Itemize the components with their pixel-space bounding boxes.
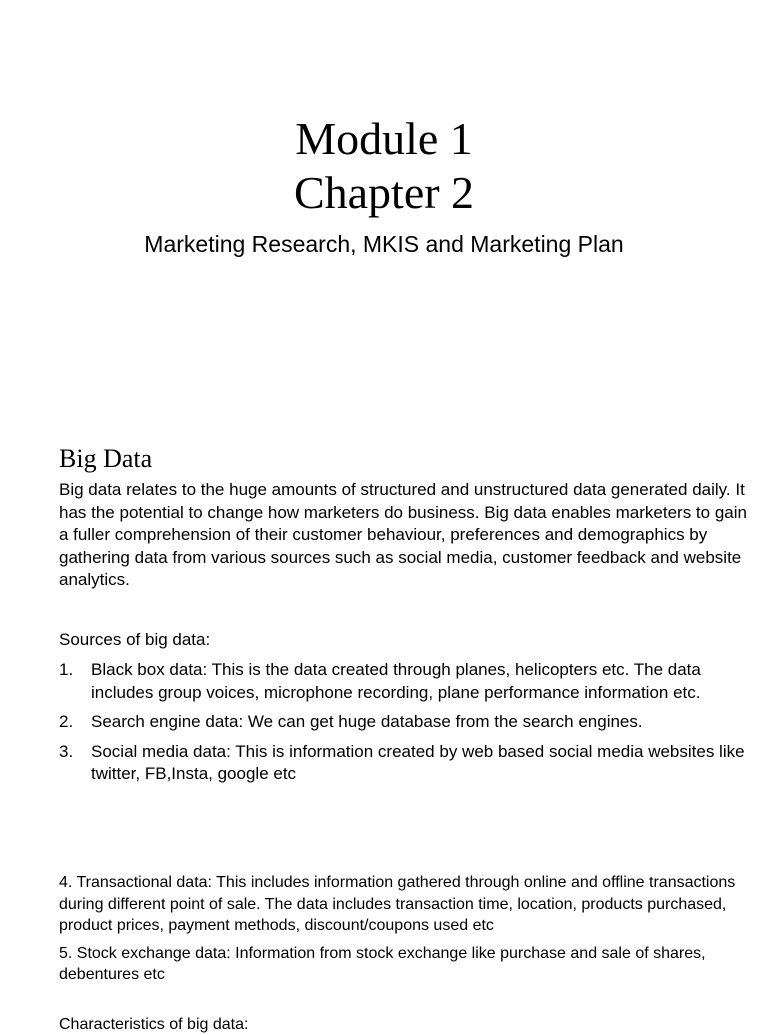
intro-paragraph: Big data relates to the huge amounts of structured and unstructured data generated daily. It has the potential to change how marketers do business. Big data enables marketers to gain a fuller comprehension of their customer behaviour, preferences and demographics by gathering data from various sources such as social media, customer feedback and website analytics. [59, 480, 747, 589]
section-heading: Big Data [59, 444, 153, 473]
sources-label: Sources of big data: [59, 630, 211, 649]
module-title: Module 1 [295, 113, 473, 164]
list-item-text: Social media data: This is information created by web based social media websites like twitter, FB,Insta, google etc [91, 741, 745, 783]
more-sources [59, 872, 739, 992]
title-block [0, 112, 768, 220]
list-item-text: Black box data: This is the data created through planes, helicopters etc. The data includes group voices, microphone recording, plane performance information etc. [91, 660, 701, 702]
list-item-text: Search engine data: We can get huge database from the search engines. [91, 712, 643, 731]
chapter-title: Chapter 2 [293, 167, 475, 218]
page-subtitle: Marketing Research, MKIS and Marketing Plan [144, 231, 624, 257]
list-item [59, 741, 749, 786]
list-item [59, 659, 749, 704]
list-item-number: 3. [59, 741, 74, 761]
more-source-item: 5. Stock exchange data: Information from stock exchange like purchase and sale of shares, debentures etc [59, 944, 706, 983]
more-source-item: 4. Transactional data: This includes information gathered through online and offline transactions during different point of sale. The data includes transaction time, location, products purchased, product prices, payment methods, discount/coupons used etc [59, 874, 736, 934]
sources-list [59, 659, 749, 793]
list-item-number: 1. [59, 660, 74, 679]
list-item-number: 2. [59, 712, 74, 731]
list-item [59, 711, 749, 734]
next-section-heading: Characteristics of big data: [59, 1016, 249, 1033]
